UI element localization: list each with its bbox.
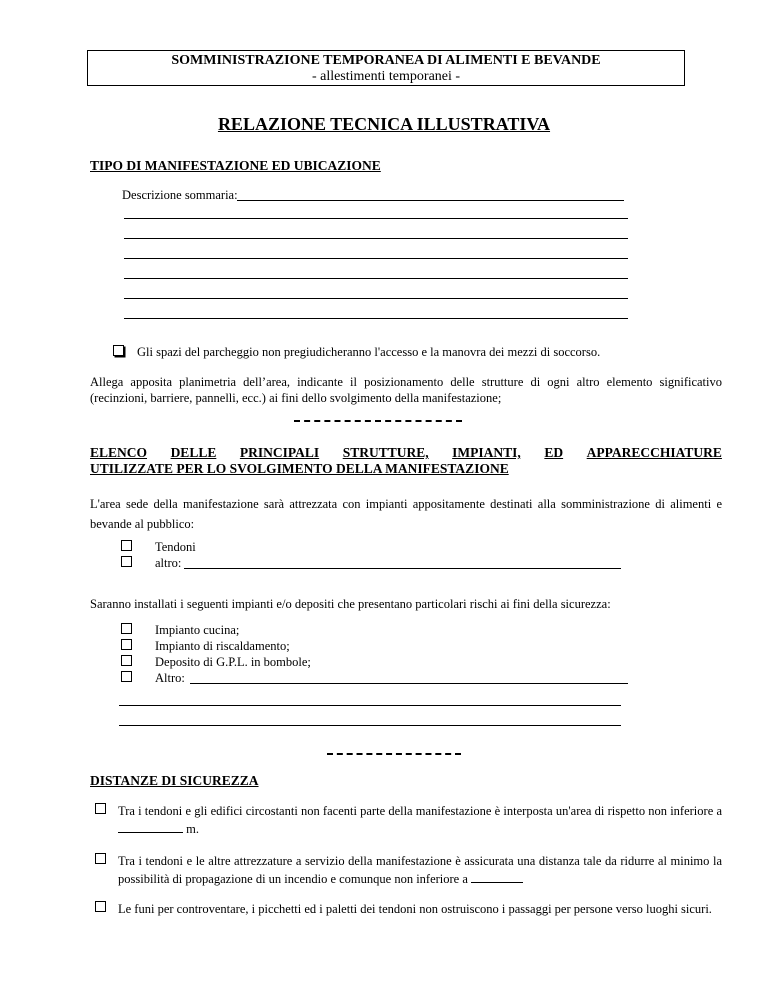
- altro-extra-line-1[interactable]: [119, 705, 621, 706]
- parking-checkbox[interactable]: [113, 345, 124, 356]
- altro-extra-line-2[interactable]: [119, 725, 621, 726]
- heading-word: IMPIANTI,: [452, 445, 521, 460]
- description-line-6[interactable]: [124, 318, 628, 319]
- gpl-label: Deposito di G.P.L. in bombole;: [155, 655, 311, 669]
- distanza-edifici-unit: m.: [186, 822, 199, 836]
- distanza-edifici-label: Tra i tendoni e gli edifici circostanti non facenti parte della manifestazione è interposta un'area di rispetto non inferiore a: [118, 804, 722, 818]
- heading-word: PRINCIPALI: [239, 445, 320, 460]
- altro-checkbox-1[interactable]: [121, 556, 132, 567]
- gpl-checkbox[interactable]: [121, 655, 132, 666]
- funi-checkbox[interactable]: [95, 901, 106, 912]
- distanza-edifici-checkbox[interactable]: [95, 803, 106, 814]
- heading-word: APPARECCHIATURE: [586, 445, 722, 460]
- description-label: Descrizione sommaria:: [122, 188, 238, 202]
- section-heading-elenco: [90, 445, 722, 477]
- riscaldamento-label: Impianto di riscaldamento;: [155, 639, 290, 653]
- tendoni-label: Tendoni: [155, 540, 196, 554]
- distanza-attrezzature-checkbox[interactable]: [95, 853, 106, 864]
- tendoni-checkbox[interactable]: [121, 540, 132, 551]
- distanza-attrezzature-label: Tra i tendoni e le altre attrezzature a servizio della manifestazione è assicurata una distanza tale da ridurre al minimo la possibilità di propagazione di un incendio e comunque non inferiore a: [118, 854, 722, 886]
- parking-text: Gli spazi del parcheggio non pregiudicheranno l'accesso e la manovra dei mezzi di soccorso.: [137, 345, 601, 359]
- riscaldamento-checkbox[interactable]: [121, 639, 132, 650]
- description-field[interactable]: [237, 200, 624, 201]
- header-title: SOMMINISTRAZIONE TEMPORANEA DI ALIMENTI E BEVANDE: [171, 53, 601, 68]
- funi-text: Le funi per controventare, i picchetti ed i paletti dei tendoni non ostruiscono i passaggi per persone verso luoghi sicuri.: [118, 902, 712, 916]
- description-line-4[interactable]: [124, 278, 628, 279]
- heading-word: ELENCO: [90, 445, 148, 460]
- distanza-attrezzature-field[interactable]: [471, 871, 523, 883]
- heading-word: DELLE: [170, 445, 217, 460]
- risk-intro-text: Saranno installati i seguenti impianti e/o depositi che presentano particolari rischi ai fini della sicurezza:: [90, 597, 611, 611]
- cucina-label: Impianto cucina;: [155, 623, 240, 637]
- header-box: [87, 50, 685, 86]
- heading-word: STRUTTURE,: [342, 445, 429, 460]
- description-line-2[interactable]: [124, 238, 628, 239]
- allega-text: Allega apposita planimetria dell’area, indicante il posizionamento delle strutture di ogni altro elemento significativo (recinzioni, barriere, pannelli, ecc.) ai fini dello svolgimento della manifestazione;: [90, 375, 722, 405]
- header-subtitle: - allestimenti temporanei -: [311, 69, 461, 84]
- altro-label-1: altro:: [155, 556, 182, 570]
- altro-field-2[interactable]: [190, 683, 628, 684]
- altro-field-1[interactable]: [184, 568, 621, 569]
- description-line-5[interactable]: [124, 298, 628, 299]
- section-heading-tipo: TIPO DI MANIFESTAZIONE ED UBICAZIONE: [90, 158, 381, 173]
- cucina-checkbox[interactable]: [121, 623, 132, 634]
- distanza-attrezzature-text: [118, 852, 722, 888]
- altro-label-2: Altro:: [155, 671, 185, 685]
- distanza-edifici-field[interactable]: [118, 821, 183, 833]
- area-intro-text: L'area sede della manifestazione sarà attrezzata con impianti appositamente destinati alla somministrazione di alimenti e bevande al pubblico:: [90, 497, 722, 531]
- distanza-edifici-text: [118, 802, 722, 838]
- heading-line2: UTILIZZATE PER LO SVOLGIMENTO DELLA MANIFESTAZIONE: [90, 461, 509, 476]
- separator-1: [294, 420, 462, 422]
- heading-word: ED: [544, 445, 564, 460]
- separator-2: [327, 753, 461, 755]
- altro-checkbox-2[interactable]: [121, 671, 132, 682]
- document-title: RELAZIONE TECNICA ILLUSTRATIVA: [217, 114, 551, 134]
- description-line-3[interactable]: [124, 258, 628, 259]
- section-heading-distanze: DISTANZE DI SICUREZZA: [90, 773, 259, 788]
- description-line-1[interactable]: [124, 218, 628, 219]
